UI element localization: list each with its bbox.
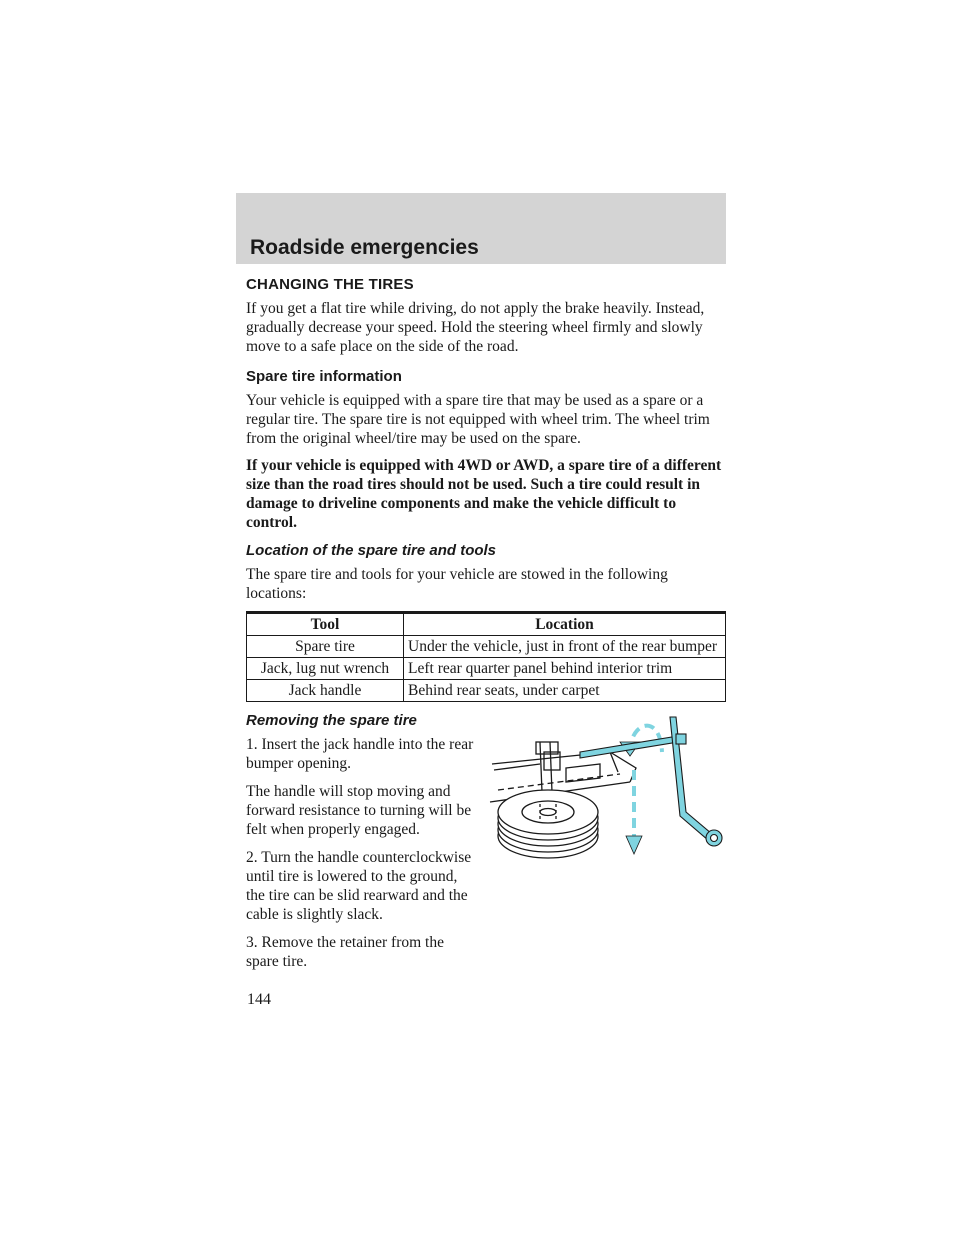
- page-number: 144: [247, 991, 271, 1008]
- step-3: 3. Remove the retainer from the spare tire.: [246, 934, 444, 970]
- table-cell-location: Under the vehicle, just in front of the rear bumper: [404, 636, 726, 658]
- spare-info-warning: If your vehicle is equipped with 4WD or AWD, a spare tire of a different size than the road tires should not be used. Such a tire could result in damage to driveline components and make the vehicle difficult to control.: [246, 457, 722, 531]
- step-1: 1. Insert the jack handle into the rear bumper opening.: [246, 736, 474, 772]
- spare-info-paragraph: Your vehicle is equipped with a spare tire that may be used as a spare or a regular tire. The spare tire is not equipped with wheel trim. The wheel trim from the original wheel/tire may be used on the spare.: [246, 392, 710, 447]
- table-header-tool: Tool: [247, 613, 404, 636]
- table-cell-tool: Jack, lug nut wrench: [247, 658, 404, 680]
- removing-steps: [246, 735, 478, 971]
- page-content: [246, 276, 728, 980]
- down-arrow-icon: [626, 836, 642, 854]
- table-cell-tool: Jack handle: [247, 680, 404, 702]
- location-heading: Location of the spare tire and tools: [246, 542, 497, 559]
- tools-table: [246, 611, 726, 702]
- table-row: [247, 680, 726, 702]
- section-title: Roadside emergencies: [250, 236, 479, 259]
- table-cell-location: Left rear quarter panel behind interior trim: [404, 658, 726, 680]
- spare-info-heading: Spare tire information: [246, 368, 402, 385]
- location-intro: The spare tire and tools for your vehicle are stowed in the following locations:: [246, 566, 668, 602]
- table-cell-tool: Spare tire: [247, 636, 404, 658]
- removing-heading: Removing the spare tire: [246, 712, 417, 729]
- changing-tires-paragraph: If you get a flat tire while driving, do not apply the brake heavily. Instead, gradually decrease your speed. Hold the steering wheel firmly and slowly move to a safe place on the side of the road.: [246, 300, 705, 355]
- spare-tire-illustration: [480, 712, 730, 862]
- changing-tires-heading: CHANGING THE TIRES: [246, 276, 414, 293]
- table-row: [247, 636, 726, 658]
- spare-tire: [498, 790, 598, 858]
- step-1-note: The handle will stop moving and forward resistance to turning will be felt when properly engaged.: [246, 783, 472, 838]
- table-row: [247, 658, 726, 680]
- step-2: 2. Turn the handle counterclockwise until tire is lowered to the ground, the tire can be slid rearward and the cable is slightly slack.: [246, 849, 472, 923]
- table-header-row: [247, 613, 726, 636]
- table-header-location: Location: [404, 613, 726, 636]
- jack-handle: [580, 717, 722, 846]
- table-cell-location: Behind rear seats, under carpet: [404, 680, 726, 702]
